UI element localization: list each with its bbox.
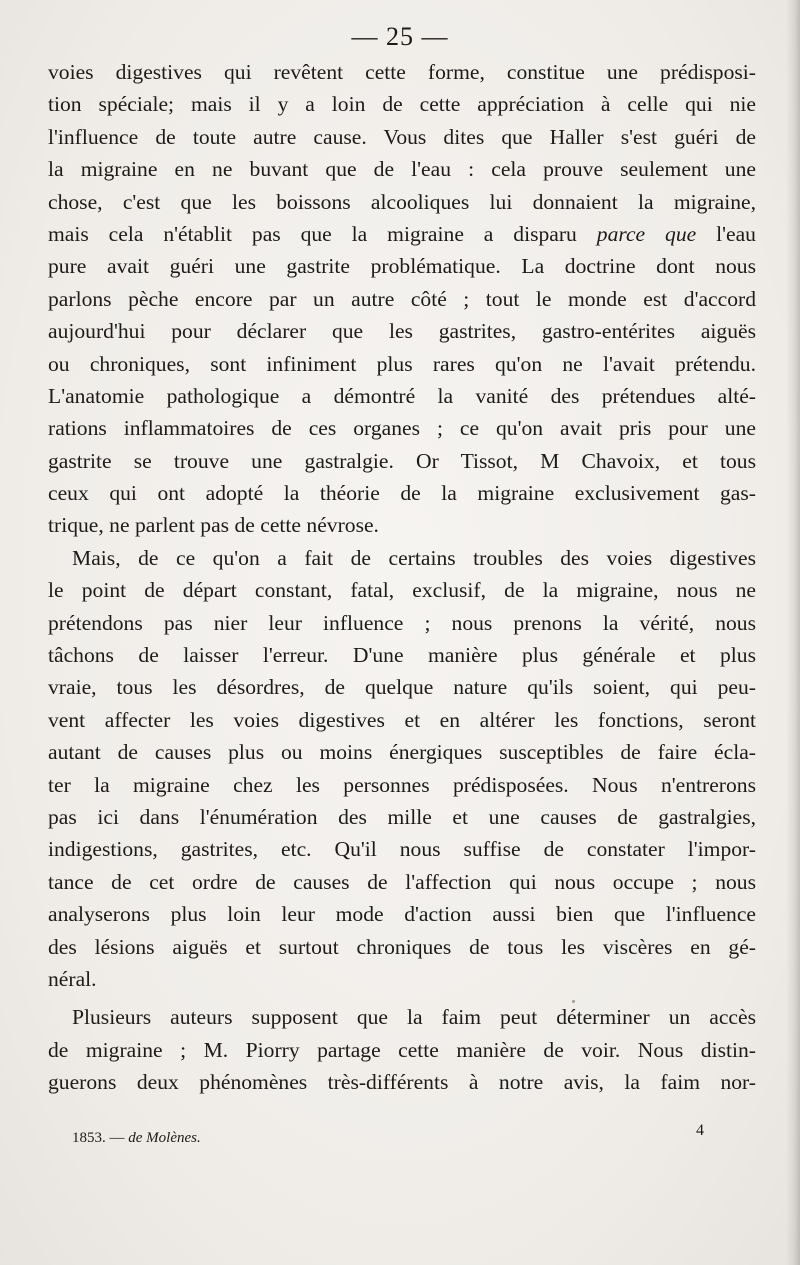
body-text [48,56,756,1099]
text-line: Mais, de ce qu'on a fait de certains troubles des voies digestives [72,545,756,570]
page-footer [72,1122,704,1147]
text-line: vraie, tous les désordres, de quelque nature qu'ils soient, qui peu- [48,675,756,700]
sheet-number: 4 [696,1122,704,1139]
text-line: rations inflammatoires de ces organes ; ce qu'on avait pris pour une [48,416,756,441]
text-line: néral. [48,966,97,991]
text-line: des lésions aiguës et surtout chroniques de tous les viscères en gé- [48,934,756,959]
text-line: chose, c'est que les boissons alcooliques lui donnaient la migraine, [48,189,756,214]
text-line: analyserons plus loin leur mode d'action aussi bien que l'influence [48,902,756,927]
text-line: voies digestives qui revêtent cette forme, constitue une prédisposi- [48,60,756,84]
text-segment: mais cela n'établit pas que la migraine a disparu [48,221,577,246]
text-line: de migraine ; M. Piorry partage cette manière de voir. Nous distin- [48,1037,756,1062]
italic-phrase: parce que [596,221,697,246]
text-line: gastrite se trouve une gastralgie. Or Tissot, M Chavoix, et tous [48,448,756,473]
text-line: L'anatomie pathologique a démontré la vanité des prétendues alté- [48,383,756,408]
signature-name: de Molènes. [128,1130,201,1146]
text-line: tion spéciale; mais il y a loin de cette appréciation à celle qui nie [48,92,756,117]
paragraph-2 [48,542,756,995]
text-line: aujourd'hui pour déclarer que les gastrites, gastro-entérites aiguës [48,319,756,344]
paper-speck [572,1000,575,1003]
text-line: parlons pèche encore par un autre côté ; tout le monde est d'accord [48,286,756,311]
text-line: pure avait guéri une gastrite problématique. La doctrine dont nous [48,254,756,279]
text-line-with-italic [48,218,756,250]
paragraph-1 [48,56,756,542]
text-line: ceux qui ont adopté la théorie de la migraine exclusivement gas- [48,481,756,506]
text-line: indigestions, gastrites, etc. Qu'il nous suffise de constater l'impor- [48,837,756,862]
paragraph-3 [48,1001,756,1098]
page-edge-shadow [786,0,800,1265]
text-line: pas ici dans l'énumération des mille et une causes de gastralgies, [48,804,756,829]
printer-signature [72,1130,201,1146]
text-line: autant de causes plus ou moins énergiques susceptibles de faire écla- [48,740,756,765]
text-line: ter la migraine chez les personnes prédisposées. Nous n'entrerons [48,772,756,797]
text-line: Plusieurs auteurs supposent que la faim peut déterminer un accès [72,1005,756,1030]
text-line: tâchons de laisser l'erreur. D'une manière plus générale et plus [48,643,756,668]
text-line: trique, ne parlent pas de cette névrose. [48,513,379,538]
text-line: prétendons pas nier leur influence ; nous prenons la vérité, nous [48,610,756,635]
text-line: la migraine en ne buvant que de l'eau : cela prouve seulement une [48,157,756,182]
text-line: le point de départ constant, fatal, exclusif, de la migraine, nous ne [48,578,756,603]
page-number: — 25 — [351,22,449,51]
text-line: guerons deux phénomènes très-différents à notre avis, la faim nor- [48,1070,756,1095]
text-line: l'influence de toute autre cause. Vous dites que Haller s'est guéri de [48,124,756,149]
text-line: tance de cet ordre de causes de l'affection qui nous occupe ; nous [48,869,756,894]
text-segment: l'eau [716,221,756,246]
signature-year: 1853. — [72,1130,125,1146]
text-line: ou chroniques, sont infiniment plus rares qu'on ne l'avait prétendu. [48,351,756,376]
text-line: vent affecter les voies digestives et en altérer les fonctions, seront [48,707,756,732]
